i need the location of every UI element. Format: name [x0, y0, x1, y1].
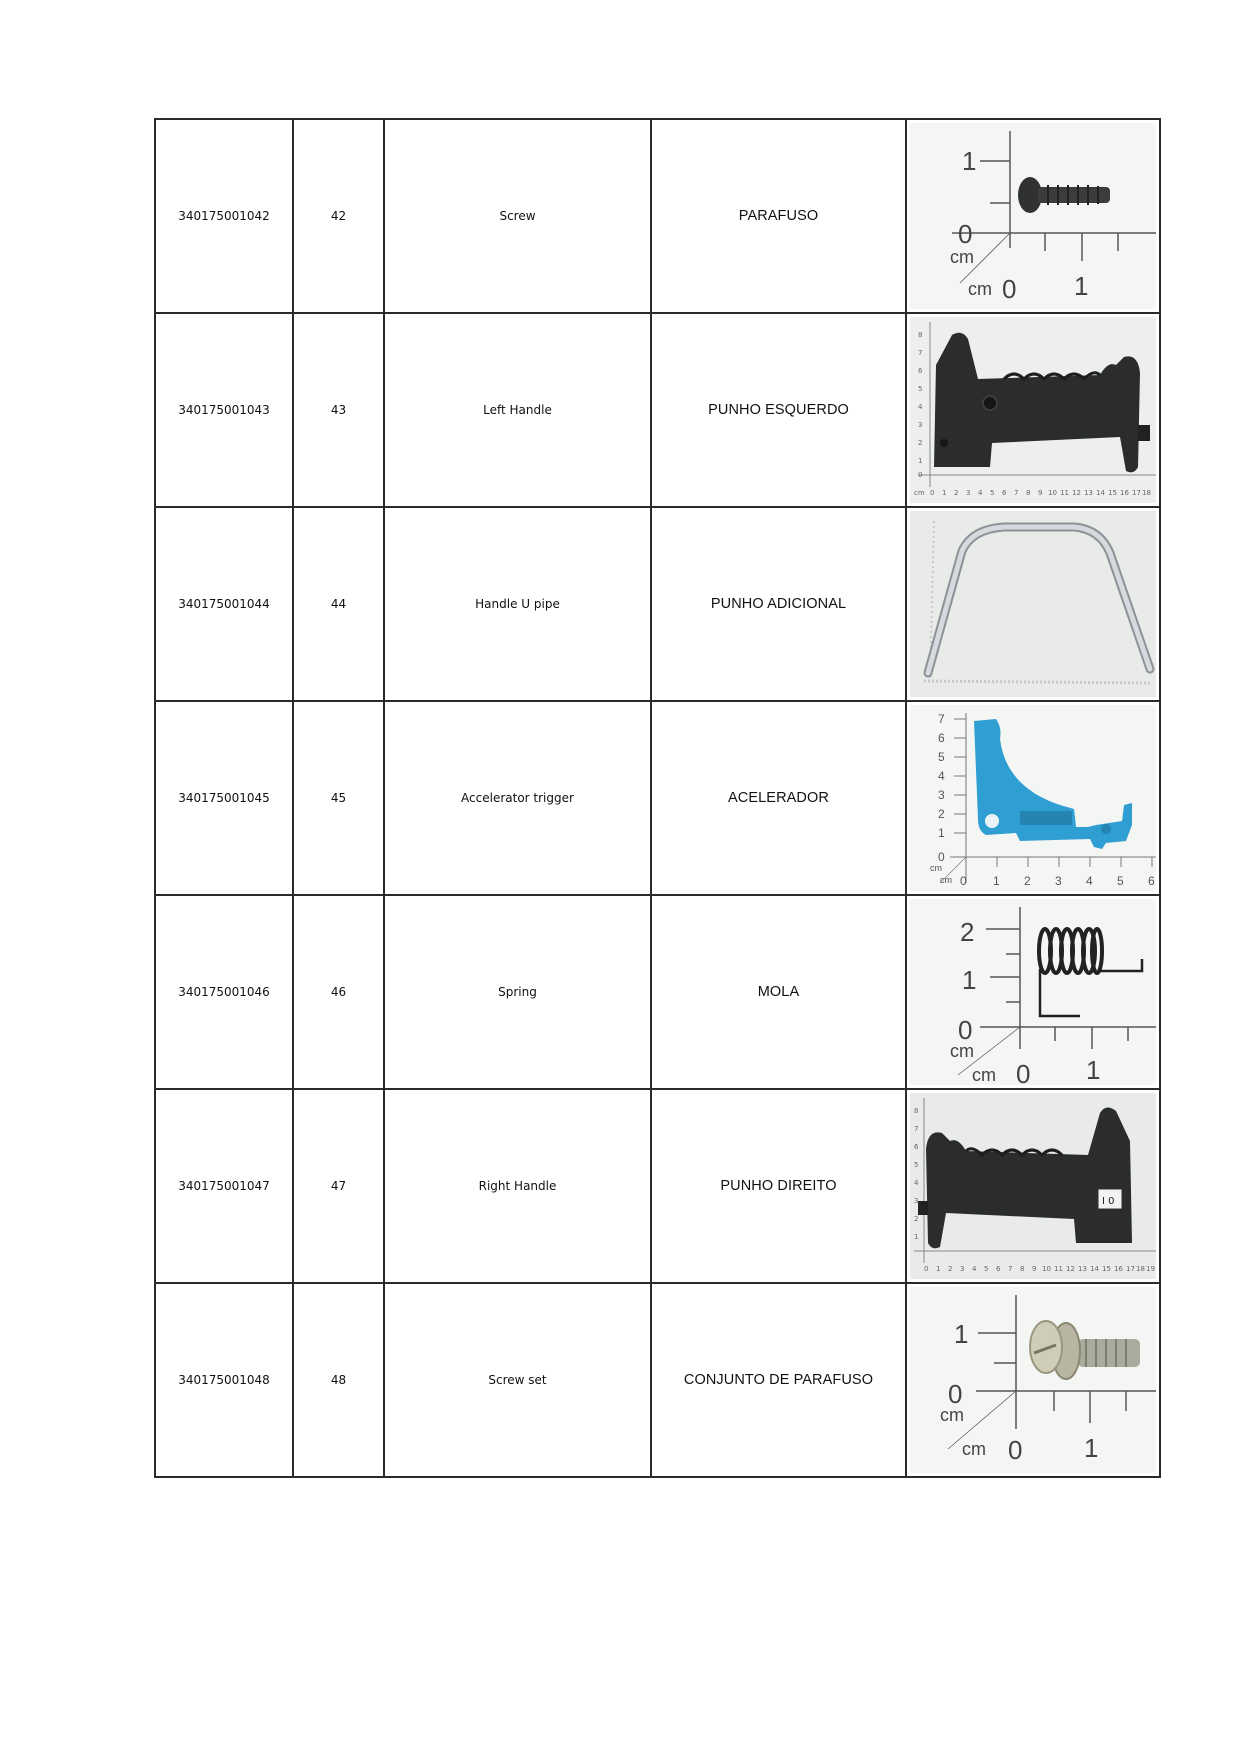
svg-text:18: 18 — [1142, 489, 1151, 497]
left-handle-photo-icon — [910, 317, 1156, 503]
svg-text:4: 4 — [1086, 874, 1093, 888]
description-en: Screw — [384, 119, 651, 313]
description-pt: PUNHO ESQUERDO — [651, 313, 906, 507]
svg-text:7: 7 — [938, 712, 945, 726]
svg-text:2: 2 — [960, 917, 975, 947]
table-row — [155, 1283, 1160, 1477]
svg-text:0: 0 — [948, 1379, 963, 1409]
part-image-cell — [906, 313, 1160, 507]
svg-text:8: 8 — [918, 331, 923, 339]
svg-text:7: 7 — [1014, 489, 1019, 497]
position-number: 42 — [293, 119, 384, 313]
table-row — [155, 507, 1160, 701]
svg-text:0: 0 — [938, 850, 945, 864]
description-pt: MOLA — [651, 895, 906, 1089]
svg-text:0: 0 — [918, 471, 923, 479]
svg-text:1: 1 — [936, 1265, 941, 1273]
svg-text:5: 5 — [938, 750, 945, 764]
position-number: 48 — [293, 1283, 384, 1477]
part-image-cell — [906, 701, 1160, 895]
description-pt: ACELERADOR — [651, 701, 906, 895]
svg-text:2: 2 — [914, 1215, 919, 1223]
svg-text:2: 2 — [948, 1265, 953, 1273]
u-pipe-handle-photo-icon — [910, 511, 1156, 697]
part-image-cell — [906, 507, 1160, 701]
svg-text:2: 2 — [1024, 874, 1031, 888]
part-code: 340175001044 — [155, 507, 293, 701]
position-number: 46 — [293, 895, 384, 1089]
svg-text:15: 15 — [1108, 489, 1117, 497]
description-en: Left Handle — [384, 313, 651, 507]
svg-text:9: 9 — [1038, 489, 1043, 497]
svg-text:cm: cm — [940, 875, 952, 885]
svg-text:15: 15 — [1102, 1265, 1111, 1273]
svg-text:18: 18 — [1136, 1265, 1145, 1273]
svg-text:3: 3 — [918, 421, 923, 429]
svg-text:4: 4 — [938, 769, 945, 783]
svg-text:1: 1 — [993, 874, 1000, 888]
svg-text:1: 1 — [962, 146, 977, 176]
position-number: 43 — [293, 313, 384, 507]
svg-text:3: 3 — [938, 788, 945, 802]
svg-text:10: 10 — [1042, 1265, 1051, 1273]
svg-text:cm: cm — [914, 489, 925, 497]
spring-photo-icon — [910, 899, 1156, 1085]
svg-text:1: 1 — [962, 965, 977, 995]
description-en: Right Handle — [384, 1089, 651, 1283]
svg-text:6: 6 — [1148, 874, 1155, 888]
svg-text:1: 1 — [954, 1319, 969, 1349]
svg-text:1: 1 — [1074, 271, 1089, 301]
svg-text:4: 4 — [918, 403, 923, 411]
screw-set-photo-icon — [910, 1287, 1156, 1473]
svg-text:cm: cm — [972, 1065, 996, 1085]
svg-text:cm: cm — [968, 279, 992, 299]
description-pt: PARAFUSO — [651, 119, 906, 313]
svg-text:cm: cm — [962, 1439, 986, 1459]
description-pt: CONJUNTO DE PARAFUSO — [651, 1283, 906, 1477]
part-code: 340175001047 — [155, 1089, 293, 1283]
svg-text:7: 7 — [1008, 1265, 1013, 1273]
svg-text:0: 0 — [930, 489, 935, 497]
table-row — [155, 895, 1160, 1089]
svg-text:1: 1 — [1084, 1433, 1099, 1463]
svg-text:6: 6 — [914, 1143, 919, 1151]
svg-text:0: 0 — [960, 874, 967, 888]
svg-text:5: 5 — [914, 1161, 919, 1169]
description-pt: PUNHO ADICIONAL — [651, 507, 906, 701]
svg-text:I 0: I 0 — [1102, 1196, 1115, 1207]
accelerator-trigger-photo-icon — [910, 705, 1156, 891]
svg-text:0: 0 — [958, 1015, 973, 1045]
description-en: Accelerator trigger — [384, 701, 651, 895]
svg-text:6: 6 — [996, 1265, 1001, 1273]
svg-text:13: 13 — [1078, 1265, 1087, 1273]
svg-text:1: 1 — [914, 1233, 919, 1241]
svg-text:5: 5 — [984, 1265, 989, 1273]
svg-text:3: 3 — [966, 489, 971, 497]
part-image-cell — [906, 119, 1160, 313]
svg-text:14: 14 — [1090, 1265, 1099, 1273]
svg-text:1: 1 — [1086, 1055, 1101, 1085]
svg-text:11: 11 — [1060, 489, 1069, 497]
svg-text:cm: cm — [940, 1405, 964, 1425]
svg-text:2: 2 — [954, 489, 959, 497]
svg-text:0: 0 — [1008, 1435, 1023, 1465]
svg-text:0: 0 — [1002, 274, 1017, 304]
svg-text:8: 8 — [914, 1107, 919, 1115]
part-code: 340175001043 — [155, 313, 293, 507]
svg-text:0: 0 — [924, 1265, 929, 1273]
svg-text:14: 14 — [1096, 489, 1105, 497]
svg-text:cm: cm — [930, 863, 942, 873]
part-code: 340175001045 — [155, 701, 293, 895]
svg-text:0: 0 — [958, 219, 973, 249]
table-row — [155, 701, 1160, 895]
part-image-cell — [906, 1283, 1160, 1477]
svg-text:4: 4 — [972, 1265, 977, 1273]
svg-text:cm: cm — [950, 247, 974, 267]
svg-text:13: 13 — [1084, 489, 1093, 497]
part-code: 340175001048 — [155, 1283, 293, 1477]
right-handle-photo-icon — [910, 1093, 1156, 1279]
svg-text:6: 6 — [1002, 489, 1007, 497]
part-image-cell — [906, 895, 1160, 1089]
table-row — [155, 1089, 1160, 1283]
svg-text:3: 3 — [914, 1197, 919, 1205]
position-number: 44 — [293, 507, 384, 701]
svg-text:3: 3 — [960, 1265, 965, 1273]
description-en: Screw set — [384, 1283, 651, 1477]
svg-text:5: 5 — [990, 489, 995, 497]
svg-text:4: 4 — [978, 489, 983, 497]
svg-text:7: 7 — [918, 349, 923, 357]
svg-text:12: 12 — [1066, 1265, 1075, 1273]
svg-text:6: 6 — [918, 367, 923, 375]
description-pt: PUNHO DIREITO — [651, 1089, 906, 1283]
svg-text:5: 5 — [1117, 874, 1124, 888]
description-en: Handle U pipe — [384, 507, 651, 701]
table-row — [155, 313, 1160, 507]
svg-text:16: 16 — [1120, 489, 1129, 497]
svg-text:4: 4 — [914, 1179, 919, 1187]
svg-text:19: 19 — [1146, 1265, 1155, 1273]
svg-text:8: 8 — [1026, 489, 1031, 497]
svg-text:17: 17 — [1126, 1265, 1135, 1273]
part-code: 340175001042 — [155, 119, 293, 313]
svg-text:17: 17 — [1132, 489, 1141, 497]
svg-text:1: 1 — [942, 489, 947, 497]
svg-text:cm: cm — [950, 1041, 974, 1061]
svg-text:9: 9 — [1032, 1265, 1037, 1273]
svg-text:8: 8 — [1020, 1265, 1025, 1273]
svg-text:12: 12 — [1072, 489, 1081, 497]
svg-text:6: 6 — [938, 731, 945, 745]
svg-text:5: 5 — [918, 385, 923, 393]
svg-text:0: 0 — [1016, 1059, 1031, 1085]
screw-photo-icon — [910, 123, 1156, 309]
description-en: Spring — [384, 895, 651, 1089]
table-row — [155, 119, 1160, 313]
svg-text:2: 2 — [918, 439, 923, 447]
part-code: 340175001046 — [155, 895, 293, 1089]
svg-text:2: 2 — [938, 807, 945, 821]
svg-text:1: 1 — [918, 457, 923, 465]
svg-text:3: 3 — [1055, 874, 1062, 888]
svg-text:7: 7 — [914, 1125, 919, 1133]
position-number: 47 — [293, 1089, 384, 1283]
svg-text:11: 11 — [1054, 1265, 1063, 1273]
position-number: 45 — [293, 701, 384, 895]
svg-text:16: 16 — [1114, 1265, 1123, 1273]
part-image-cell — [906, 1089, 1160, 1283]
svg-text:1: 1 — [938, 826, 945, 840]
svg-text:10: 10 — [1048, 489, 1057, 497]
parts-table — [154, 118, 1161, 1478]
